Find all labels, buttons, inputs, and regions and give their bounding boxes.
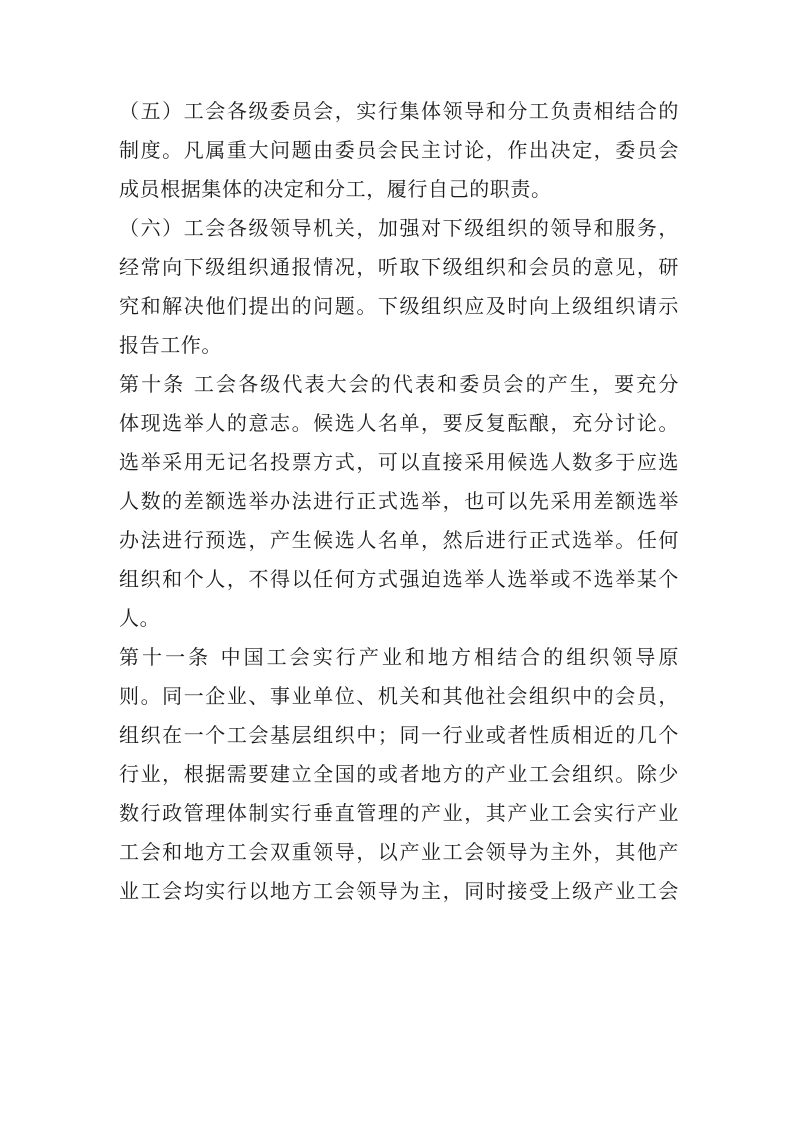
text-line: 人。 <box>119 606 161 630</box>
text-line: 组织和个人，不得以任何方式强迫选举人选举或不选举某个 <box>119 567 679 591</box>
text-line: 制度。凡属重大问题由委员会民主讨论，作出决定，委员会 <box>119 138 679 162</box>
document-body <box>119 92 679 911</box>
text-line: 选举采用无记名投票方式，可以直接采用候选人数多于应选 <box>119 450 679 474</box>
text-line: 人数的差额选举办法进行正式选举，也可以先采用差额选举 <box>119 489 679 513</box>
text-line: 业工会均实行以地方工会领导为主，同时接受上级产业工会 <box>119 879 679 903</box>
text-line: 第十一条 中国工会实行产业和地方相结合的组织领导原 <box>119 645 679 669</box>
text-line: 办法进行预选，产生候选人名单，然后进行正式选举。任何 <box>119 528 679 552</box>
text-line: （五）工会各级委员会，实行集体领导和分工负责相结合的 <box>119 99 679 123</box>
text-line: 工会和地方工会双重领导，以产业工会领导为主外，其他产 <box>119 840 679 864</box>
text-line: 第十条 工会各级代表大会的代表和委员会的产生，要充分 <box>119 372 679 396</box>
text-line: 经常向下级组织通报情况，听取下级组织和会员的意见，研 <box>119 255 679 279</box>
text-line: 究和解决他们提出的问题。下级组织应及时向上级组织请示 <box>119 294 679 318</box>
text-line: 行业，根据需要建立全国的或者地方的产业工会组织。除少 <box>119 762 679 786</box>
text-line: （六）工会各级领导机关，加强对下级组织的领导和服务， <box>119 216 679 240</box>
text-line: 组织在一个工会基层组织中；同一行业或者性质相近的几个 <box>119 723 679 747</box>
text-line: 体现选举人的意志。候选人名单，要反复酝酿，充分讨论。 <box>119 411 679 435</box>
text-line: 则。同一企业、事业单位、机关和其他社会组织中的会员， <box>119 684 679 708</box>
text-line: 数行政管理体制实行垂直管理的产业，其产业工会实行产业 <box>119 801 679 825</box>
text-line: 报告工作。 <box>119 333 222 357</box>
text-line: 成员根据集体的决定和分工，履行自己的职责。 <box>119 177 552 201</box>
